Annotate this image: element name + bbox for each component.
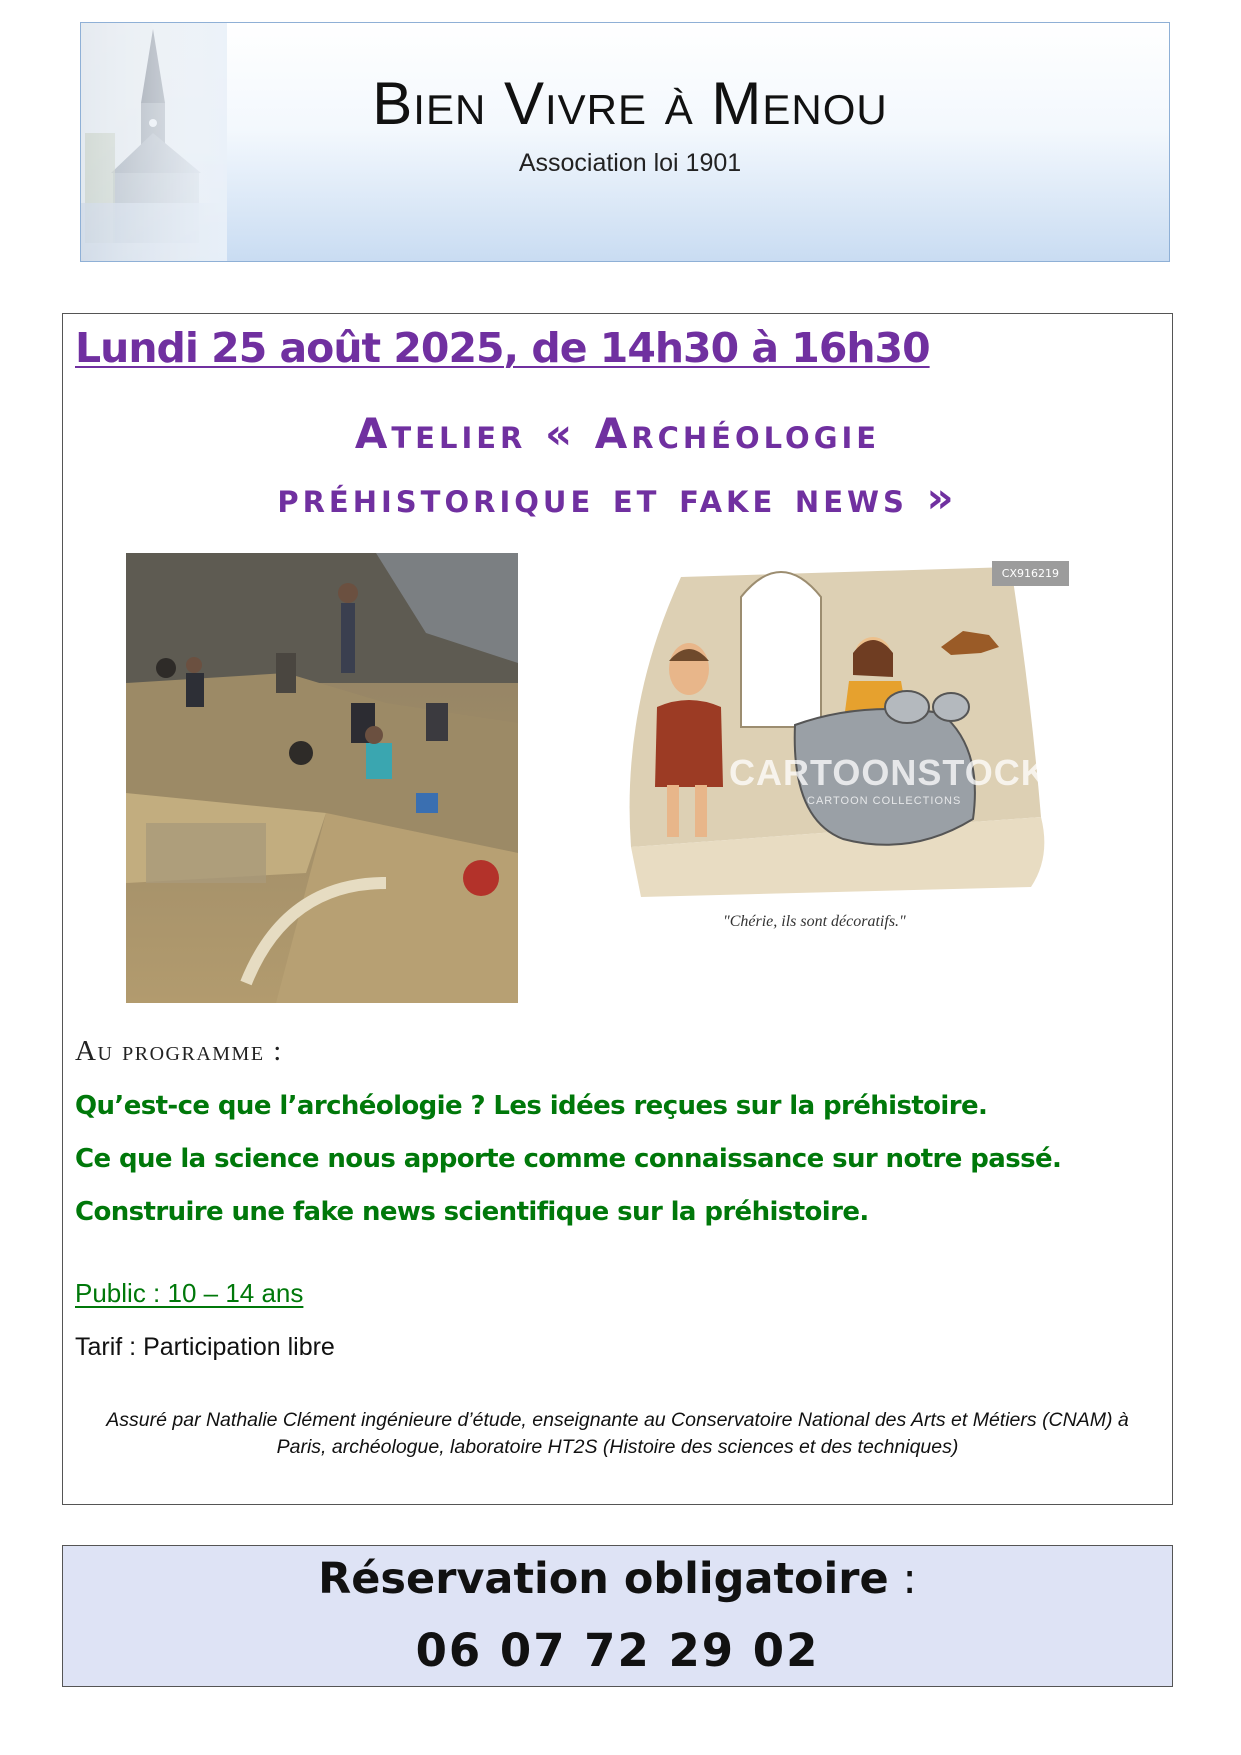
header-banner bbox=[80, 22, 1170, 262]
reservation-label bbox=[63, 1554, 1172, 1604]
credit-line-1: Assuré par Nathalie Clément ingénieure d’étude, enseignante au Conservatoire National des Arts et Métiers (CNAM) à bbox=[106, 1409, 1129, 1431]
presenter-credit bbox=[73, 1407, 1162, 1461]
reservation-text: Réservation obligatoire bbox=[318, 1554, 889, 1604]
event-date: Lundi 25 août 2025, de 14h30 à 16h30 bbox=[75, 324, 930, 372]
event-box bbox=[62, 313, 1173, 1505]
association-title: Bien Vivre à Menou bbox=[372, 70, 888, 137]
prehistoric-cartoon bbox=[611, 557, 1153, 997]
event-title-line2: préhistorique et fake news » bbox=[277, 473, 958, 522]
phone-number[interactable]: 06 07 72 29 02 bbox=[415, 1624, 820, 1677]
programme-item-2: Ce que la science nous apporte comme connaissance sur notre passé. bbox=[75, 1144, 1062, 1174]
reservation-colon: : bbox=[888, 1554, 917, 1604]
archaeological-dig-photo bbox=[126, 553, 518, 1003]
cartoon-watermark: CARTOONSTOCK bbox=[729, 752, 1048, 793]
cartoon-watermark-sub: CARTOON COLLECTIONS bbox=[807, 795, 962, 807]
cartoon-caption: "Chérie, ils sont décoratifs." bbox=[723, 913, 906, 930]
programme-item-3: Construire une fake news scientifique sur la préhistoire. bbox=[75, 1197, 869, 1227]
credit-line-2: Paris, archéologue, laboratoire HT2S (Histoire des sciences et des techniques) bbox=[276, 1436, 959, 1458]
programme-item-1: Qu’est-ce que l’archéologie ? Les idées reçues sur la préhistoire. bbox=[75, 1091, 988, 1121]
programme-heading: Au programme : bbox=[75, 1035, 283, 1067]
price: Tarif : Participation libre bbox=[75, 1333, 335, 1361]
association-subtitle: Association loi 1901 bbox=[518, 149, 742, 177]
church-image bbox=[81, 23, 227, 262]
event-title bbox=[63, 402, 1172, 530]
cartoon-code: CX916219 bbox=[992, 561, 1069, 586]
reservation-box bbox=[62, 1545, 1173, 1687]
event-title-line1: Atelier « Archéologie bbox=[354, 409, 881, 458]
audience: Public : 10 – 14 ans bbox=[75, 1278, 304, 1308]
